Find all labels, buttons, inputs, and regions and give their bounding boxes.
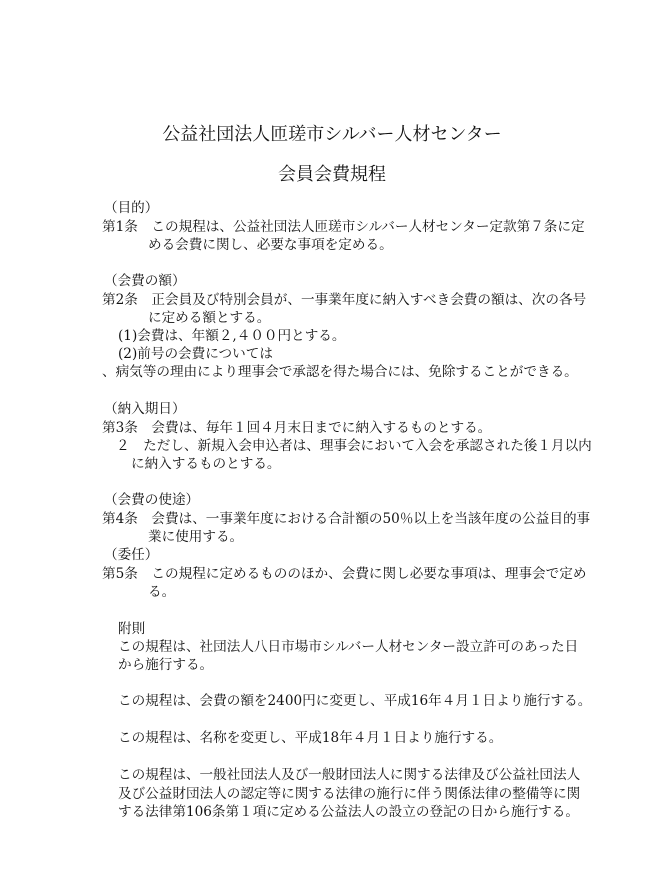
article-2-heading: （会費の額） (104, 273, 186, 289)
article-3-text-line3: に納入するものとする。 (131, 456, 281, 472)
article-3-heading: （納入期日） (104, 401, 186, 417)
article-2-text-line2: に定める額とする。 (148, 310, 271, 326)
article-1-heading: （目的） (104, 200, 159, 216)
article-3-text-line1: 第3条 会費は、毎年１回４月末日までに納入するものとする。 (102, 420, 492, 436)
article-4-text-line2: 業に使用する。 (148, 529, 244, 545)
supplementary-para-2: この規程は、会費の額を2400円に変更し、平成16年４月１日より施行する。 (118, 693, 592, 709)
article-4-heading: （会費の使途） (104, 492, 200, 508)
supplementary-para-4-line1: この規程は、一般社団法人及び一般財団法人に関する法律及び公益社団法人 (118, 767, 581, 783)
article-2-item-1: (1)会費は、年額２,４００円とする。 (118, 328, 346, 344)
article-5-text-line2: る。 (148, 584, 176, 600)
article-4-text-line1: 第4条 会費は、一事業年度における合計額の50％以上を当該年度の公益目的事 (102, 511, 591, 527)
article-5-heading: （委任） (104, 547, 159, 563)
document-title: 会員会費規程 (278, 164, 386, 185)
supplementary-para-3: この規程は、名称を変更し、平成18年４月１日より施行する。 (118, 730, 503, 746)
supplementary-para-4-line3: する法律第106条第１項に定める公益法人の設立の登記の日から施行する。 (118, 804, 579, 820)
article-1-text-line1: 第1条 この規程は、公益社団法人匝瑳市シルバー人材センター定款第７条に定 (102, 219, 585, 235)
supplementary-para-1-line2: から施行する。 (118, 657, 214, 673)
supplementary-heading: 附則 (118, 621, 146, 637)
article-3-text-line2: ２ ただし、新規入会申込者は、理事会において入会を承認された後１月以内 (116, 438, 592, 454)
article-5-text-line1: 第5条 この規程に定めるもののほか、会費に関し必要な事項は、理事会で定め (102, 566, 587, 582)
article-2-item-2: (2)前号の会費については (118, 346, 273, 362)
article-1-text-line2: める会費に関し、必要な事項を定める。 (148, 237, 393, 253)
supplementary-para-4-line2: 及び公益財団法人の認定等に関する法律の施行に伴う関係法律の整備等に関 (118, 786, 581, 802)
article-2-text-line1: 第2条 正会員及び特別会員が、一事業年度に納入すべき会費の額は、次の各号 (102, 292, 587, 308)
supplementary-para-1-line1: この規程は、社団法人八日市場市シルバー人材センター設立許可のあった日 (118, 639, 579, 655)
organization-title: 公益社団法人匝瑳市シルバー人材センター (162, 124, 502, 145)
article-2-text-line3: 、病気等の理由により理事会で承認を得た場合には、免除することができる。 (102, 364, 578, 380)
